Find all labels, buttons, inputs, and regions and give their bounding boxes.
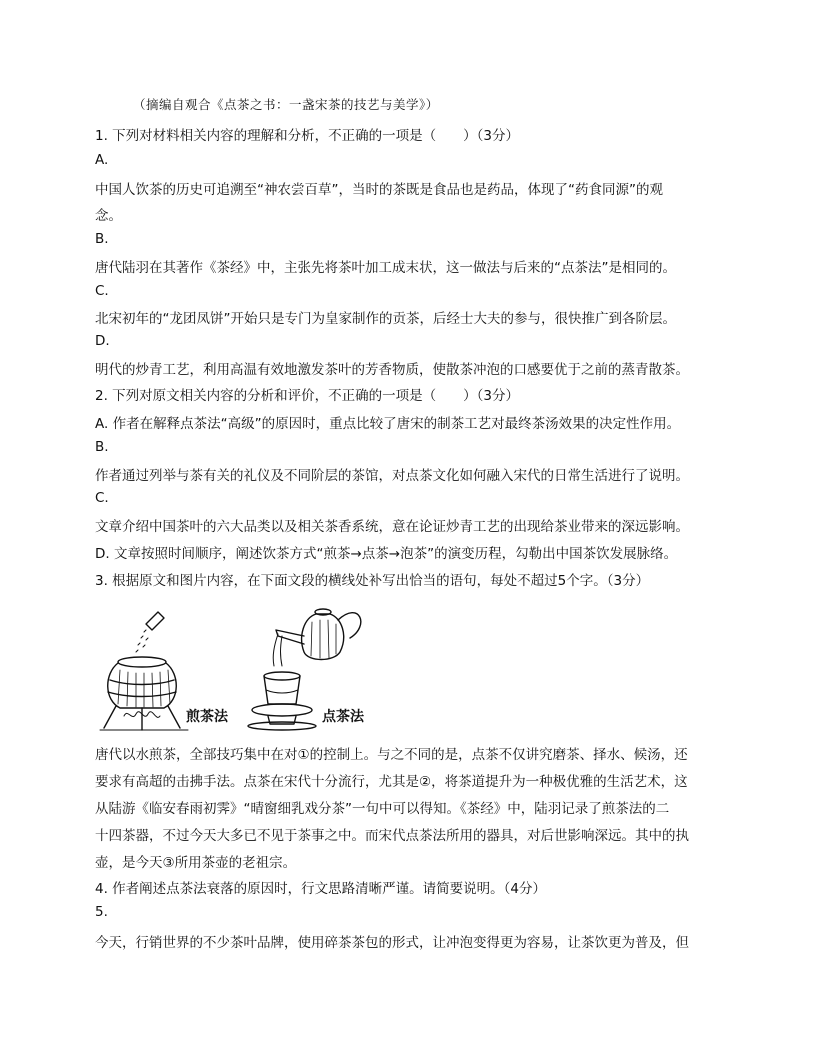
- q1-option-b-label: B.: [95, 231, 109, 247]
- q2-option-c-text: 文章介绍中国茶叶的六大品类以及相关茶香系统，意在论证炒青工艺的出现给茶业带来的深远影响。: [95, 519, 689, 535]
- q3-paragraph-line: 从陆游《临安春雨初霁》“晴窗细乳戏分茶”一句中可以得知。《茶经》中，陆羽记录了煎茶法的二: [95, 801, 670, 817]
- q2-option-b-label: B.: [95, 439, 109, 455]
- source-citation: （摘编自观合《点茶之书：一盏宋茶的技艺与美学》）: [133, 97, 439, 112]
- q1-option-c-label: C.: [95, 283, 109, 299]
- q5-text: 今天，行销世界的不少茶叶品牌，使用碎茶茶包的形式，让冲泡变得更为容易，让茶饮更为普及，但: [95, 935, 689, 951]
- q3-paragraph-line: 壶，是今天③所用茶壶的老祖宗。: [95, 855, 297, 871]
- q3-paragraph-line: 唐代以水煎茶，全部技巧集中在对①的控制上。与之不同的是，点茶不仅讲究磨茶、择水、候汤，还: [95, 747, 688, 763]
- q1-option-d-text: 明代的炒青工艺，利用高温有效地激发茶叶的芳香物质，使散茶冲泡的口感要优于之前的蒸青散茶。: [95, 362, 689, 378]
- q1-option-a-text-cont: 念。: [95, 208, 122, 224]
- figure-caption-right: 点茶法: [322, 709, 364, 725]
- q5-label: 5.: [95, 904, 108, 920]
- q1-option-b-text: 唐代陆羽在其著作《茶经》中，主张先将茶叶加工成末状，这一做法与后来的“点茶法”是相同的。: [95, 260, 676, 276]
- q2-stem: 2. 下列对原文相关内容的分析和评价，不正确的一项是（ ）（3分）: [95, 388, 520, 404]
- figure-caption-left: 煎茶法: [186, 709, 228, 725]
- q2-option-c-label: C.: [95, 490, 109, 506]
- q1-option-c-text: 北宋初年的“龙团凤饼”开始只是专门为皇家制作的贡茶，后经士大夫的参与，很快推广到各阶层。: [95, 311, 676, 327]
- q3-stem: 3. 根据原文和图片内容，在下面文段的横线处补写出恰当的语句，每处不超过5个字。（3分）: [95, 573, 650, 589]
- q3-paragraph-line: 十四茶器，不过今天大多已不见于茶事之中。而宋代点茶法所用的器具，对后世影响深远。其中的执: [95, 828, 689, 844]
- q1-option-a-label: A.: [95, 152, 109, 168]
- q1-stem: 1. 下列对材料相关内容的理解和分析，不正确的一项是（ ）（3分）: [95, 128, 520, 144]
- q1-option-d-label: D.: [95, 333, 110, 349]
- q1-option-a-text: 中国人饮茶的历史可追溯至“神农尝百草”，当时的茶既是食品也是药品，体现了“药食同源”的观: [95, 182, 663, 198]
- q3-paragraph-line: 要求有高超的击拂手法。点茶在宋代十分流行，尤其是②，将茶道提升为一种极优雅的生活艺术，这: [95, 774, 688, 790]
- tea-method-illustration: [98, 596, 398, 734]
- q2-option-d-text: D. 文章按照时间顺序，阐述饮茶方式“煎茶→点茶→泡茶”的演变历程，勾勒出中国茶饮发展脉络。: [95, 546, 678, 562]
- q2-option-b-text: 作者通过列举与茶有关的礼仪及不同阶层的茶馆，对点茶文化如何融入宋代的日常生活进行了说明。: [95, 468, 689, 484]
- q2-option-a-text: A. 作者在解释点茶法“高级”的原因时，重点比较了唐宋的制茶工艺对最终茶汤效果的决定性作用。: [95, 416, 681, 432]
- q4-stem: 4. 作者阐述点茶法衰落的原因时，行文思路清晰严谨。请简要说明。（4分）: [95, 881, 547, 897]
